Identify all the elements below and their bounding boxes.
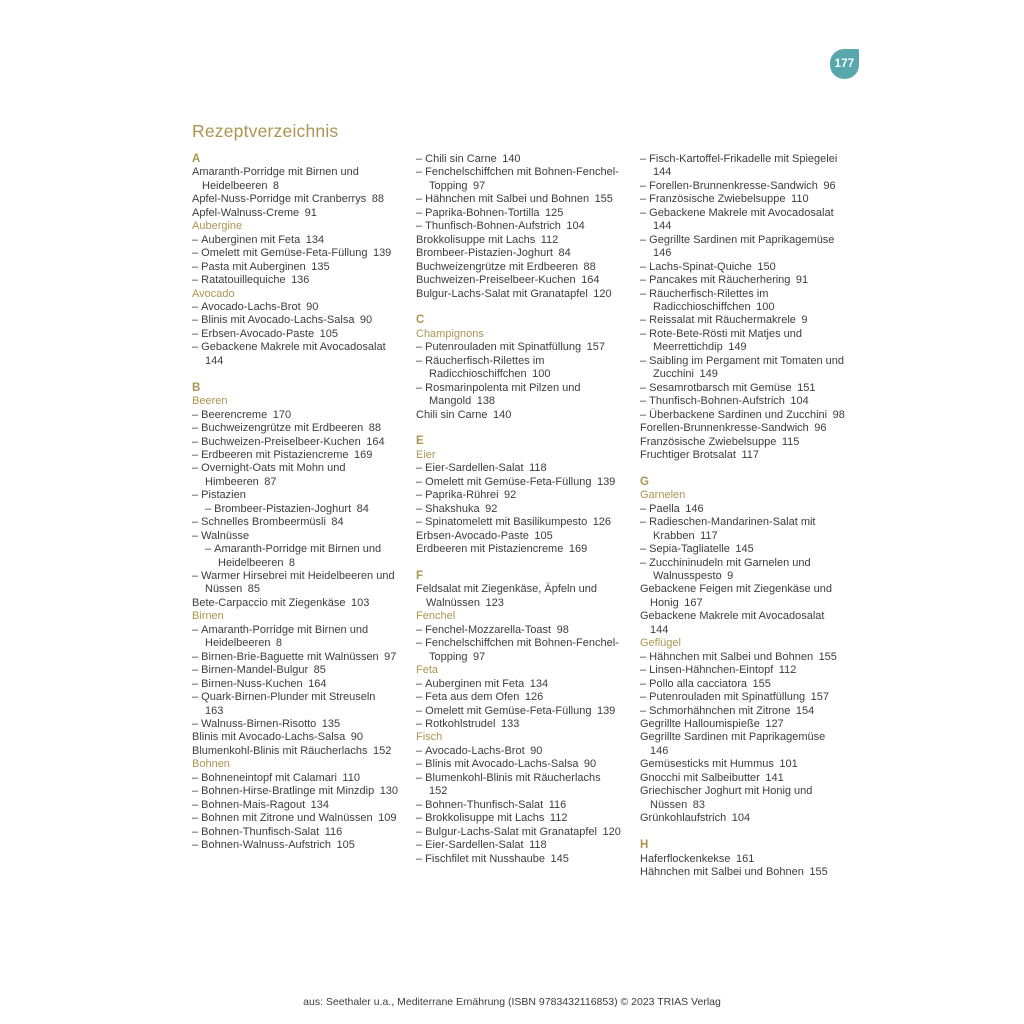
index-entry: Blumenkohl-Blinis mit Räucherlachs 152 <box>192 744 392 757</box>
index-columns <box>192 153 848 879</box>
index-subentry: – Zucchininudeln mit Garnelen und Walnusspesto 9 <box>640 556 811 583</box>
index-subentry: – Blumenkohl-Blinis mit Räucherlachs 152 <box>416 771 607 798</box>
index-entry: Gnocchi mit Salbeibutter 141 <box>640 771 784 784</box>
index-subsubentry: – Amaranth-Porridge mit Birnen und Heidelbeeren 8 <box>205 543 382 569</box>
index-subentry: – Putenrouladen mit Spinatfüllung 157 <box>640 691 829 704</box>
index-subentry: – Auberginen mit Feta 134 <box>416 677 549 690</box>
index-entry: Gebackene Makrele mit Avocadosalat 144 <box>640 610 830 636</box>
index-subentry: – Bohnen-Thunfisch-Salat 116 <box>192 825 343 838</box>
index-subentry: – Avocado-Lachs-Brot 90 <box>416 744 543 757</box>
letter-heading: F <box>416 570 424 582</box>
category-heading: Fenchel <box>416 610 456 623</box>
index-subentry: – Sesamrotbarsch mit Gemüse 151 <box>640 381 816 394</box>
page-number-badge: 177 <box>830 49 859 79</box>
index-column-3 <box>640 153 847 879</box>
index-subentry: – Thunfisch-Bohnen-Aufstrich 104 <box>640 395 809 408</box>
index-subentry: – Lachs-Spinat-Quiche 150 <box>640 260 776 273</box>
index-subentry: – Sepia-Tagliatelle 145 <box>640 543 754 556</box>
index-subentry: – Paella 146 <box>640 502 704 515</box>
index-subentry: – Auberginen mit Feta 134 <box>192 233 325 246</box>
letter-heading: G <box>640 475 649 488</box>
index-entry: Feldsalat mit Ziegenkäse, Äpfeln und Walnüssen 123 <box>416 583 597 609</box>
index-subentry: – Fisch-Kartoffel-Frikadelle mit Spiegelei 144 <box>640 153 843 179</box>
category-heading: Avocado <box>192 287 235 300</box>
index-subentry: – Französische Zwiebelsuppe 110 <box>640 193 809 206</box>
index-subentry: – Birnen-Brie-Baguette mit Walnüssen 97 <box>192 650 397 663</box>
index-entry: Haferflockenkekse 161 <box>640 852 755 865</box>
index-subentry: – Quark-Birnen-Plunder mit Streuseln 163 <box>192 691 381 717</box>
index-subentry: – Pistazien <box>192 489 246 502</box>
index-subentry: – Bulgur-Lachs-Salat mit Granatapfel 120 <box>416 825 621 838</box>
index-entry: Bete-Carpaccio mit Ziegenkäse 103 <box>192 596 370 609</box>
index-subentry: – Bohnen-Thunfisch-Salat 116 <box>416 798 567 811</box>
index-subentry: – Birnen-Nuss-Kuchen 164 <box>192 677 327 690</box>
category-heading: Geflügel <box>640 637 681 650</box>
index-subentry: – Overnight-Oats mit Mohn und Himbeeren 87 <box>192 462 346 488</box>
index-subentry: – Omelett mit Gemüse-Feta-Füllung 139 <box>416 704 616 717</box>
index-subentry: – Thunfisch-Bohnen-Aufstrich 104 <box>416 220 585 233</box>
index-subentry: – Putenrouladen mit Spinatfüllung 157 <box>416 341 605 354</box>
index-entry: Brombeer-Pistazien-Joghurt 84 <box>416 247 571 260</box>
category-heading: Eier <box>416 448 436 461</box>
index-subentry: – Erbsen-Avocado-Paste 105 <box>192 327 338 340</box>
category-heading: Garnelen <box>640 489 686 502</box>
index-subentry: – Paprika-Bohnen-Tortilla 125 <box>416 206 564 219</box>
index-entry: Buchweizengrütze mit Erdbeeren 88 <box>416 260 596 273</box>
index-column-2 <box>416 153 623 866</box>
index-subentry: – Birnen-Mandel-Bulgur 85 <box>192 664 326 677</box>
index-subentry: – Brokkolisuppe mit Lachs 112 <box>416 812 568 825</box>
index-entry: Buchweizen-Preiselbeer-Kuchen 164 <box>416 274 600 287</box>
index-column-1 <box>192 153 399 853</box>
index-entry: Apfel-Nuss-Porridge mit Cranberrys 88 <box>192 193 384 206</box>
index-subentry: – Saibling im Pergament mit Tomaten und Zucchini 149 <box>640 354 845 381</box>
index-entry: Griechischer Joghurt mit Honig und Nüssen 83 <box>640 785 813 811</box>
index-subentry: – Rote-Bete-Rösti mit Matjes und Meerrettichdip 149 <box>640 327 803 354</box>
index-entry: Fruchtiger Brotsalat 117 <box>640 448 760 461</box>
index-subentry: – Eier-Sardellen-Salat 118 <box>416 839 547 852</box>
category-heading: Beeren <box>192 395 228 408</box>
index-subentry: – Avocado-Lachs-Brot 90 <box>192 300 319 313</box>
index-subentry: – Walnuss-Birnen-Risotto 135 <box>192 718 341 731</box>
index-subentry: – Bohnen mit Zitrone und Walnüssen 109 <box>192 812 397 825</box>
index-subentry: – Bohnen-Mais-Ragout 134 <box>192 798 329 811</box>
index-subentry: – Hähnchen mit Salbei und Bohnen 155 <box>640 650 837 663</box>
category-heading: Champignons <box>416 327 484 340</box>
index-subentry: – Hähnchen mit Salbei und Bohnen 155 <box>416 193 613 206</box>
page-title: Rezeptverzeichnis <box>192 121 339 141</box>
index-subentry: – Räucherfisch-Rilettes im Radicchioschiffchen 100 <box>416 354 551 381</box>
letter-heading: E <box>416 435 424 448</box>
index-subentry: – Omelett mit Gemüse-Feta-Füllung 139 <box>192 247 392 260</box>
index-subentry: – Fenchelschiffchen mit Bohnen-Fenchel-Topping 97 <box>416 637 619 663</box>
index-entry: Blinis mit Avocado-Lachs-Salsa 90 <box>192 731 363 744</box>
index-subentry: – Shakshuka 92 <box>416 502 498 515</box>
index-subentry: – Bohnen-Walnuss-Aufstrich 105 <box>192 839 355 852</box>
index-entry: Gegrillte Halloumispieße 127 <box>640 718 784 731</box>
index-entry: Französische Zwiebelsuppe 115 <box>640 435 800 448</box>
letter-heading: B <box>192 381 201 394</box>
index-subentry: – Reissalat mit Räuchermakrele 9 <box>640 314 808 327</box>
index-subentry: – Blinis mit Avocado-Lachs-Salsa 90 <box>192 314 373 327</box>
index-subentry: – Pasta mit Auberginen 135 <box>192 260 330 273</box>
index-subentry: – Pollo alla cacciatora 155 <box>640 677 771 690</box>
index-entry: Grünkohlaufstrich 104 <box>640 812 751 825</box>
index-subentry: – Bohneneintopf mit Calamari 110 <box>192 771 360 784</box>
index-subentry: – Fenchelschiffchen mit Bohnen-Fenchel-Topping 97 <box>416 166 619 192</box>
index-entry: Apfel-Walnuss-Creme 91 <box>192 206 317 219</box>
index-subentry: – Spinatomelett mit Basilikumpesto 126 <box>416 516 612 529</box>
index-subentry: – Paprika-Rührei 92 <box>416 489 517 502</box>
index-subentry: – Gebackene Makrele mit Avocadosalat 144 <box>192 341 392 367</box>
index-subentry: – Fischfilet mit Nusshaube 145 <box>416 852 569 865</box>
index-entry: Amaranth-Porridge mit Birnen und Heidelbeeren 8 <box>192 166 359 192</box>
index-entry: Gegrillte Sardinen mit Paprikagemüse 146 <box>640 731 831 757</box>
index-entry: Hähnchen mit Salbei und Bohnen 155 <box>640 865 828 878</box>
index-entry: Bulgur-Lachs-Salat mit Granatapfel 120 <box>416 287 612 300</box>
index-subentry: – Schnelles Brombeermüsli 84 <box>192 516 344 529</box>
letter-heading: C <box>416 314 425 327</box>
index-subentry: – Erdbeeren mit Pistaziencreme 169 <box>192 448 373 461</box>
index-entry: Forellen-Brunnenkresse-Sandwich 96 <box>640 422 827 435</box>
footer-citation: aus: Seethaler u.a., Mediterrane Ernährung (ISBN 9783432116853) © 2023 TRIAS Verlag <box>303 996 721 1008</box>
index-subentry: – Radieschen-Mandarinen-Salat mit Krabben 117 <box>640 516 816 542</box>
index-subentry: – Ratatouillequiche 136 <box>192 274 310 287</box>
category-heading: Birnen <box>192 610 224 623</box>
index-subentry: – Walnüsse <box>192 529 250 542</box>
index-subentry: – Warmer Hirsebrei mit Heidelbeeren und Nüssen 85 <box>192 570 395 596</box>
index-subentry: – Beerencreme 170 <box>192 408 292 421</box>
index-subentry: – Buchweizen-Preiselbeer-Kuchen 164 <box>192 435 385 448</box>
index-subentry: – Pancakes mit Räucherhering 91 <box>640 274 809 287</box>
index-entry: Brokkolisuppe mit Lachs 112 <box>416 233 559 246</box>
index-subsubentry: – Brombeer-Pistazien-Joghurt 84 <box>205 502 369 515</box>
category-heading: Fisch <box>416 731 443 744</box>
index-entry: Chili sin Carne 140 <box>416 408 512 421</box>
index-subentry: – Fenchel-Mozzarella-Toast 98 <box>416 623 569 636</box>
index-entry: Erbsen-Avocado-Paste 105 <box>416 529 553 542</box>
index-subentry: – Gegrillte Sardinen mit Paprikagemüse 146 <box>640 233 840 260</box>
index-subentry: – Schmorhähnchen mit Zitrone 154 <box>640 704 815 717</box>
index-subentry: – Räucherfisch-Rilettes im Radicchioschiffchen 100 <box>640 287 775 313</box>
category-heading: Bohnen <box>192 758 230 771</box>
index-subentry: – Überbackene Sardinen und Zucchini 98 <box>640 408 845 421</box>
category-heading: Feta <box>416 664 439 677</box>
index-subentry: – Eier-Sardellen-Salat 118 <box>416 462 547 475</box>
index-subentry: – Linsen-Hähnchen-Eintopf 112 <box>640 664 797 677</box>
index-subentry: – Chili sin Carne 140 <box>416 153 521 165</box>
index-subentry: – Omelett mit Gemüse-Feta-Füllung 139 <box>416 475 616 488</box>
index-subentry: – Buchweizengrütze mit Erdbeeren 88 <box>192 422 381 435</box>
index-subentry: – Blinis mit Avocado-Lachs-Salsa 90 <box>416 758 597 771</box>
index-subentry: – Feta aus dem Ofen 126 <box>416 691 544 704</box>
index-subentry: – Amaranth-Porridge mit Birnen und Heidelbeeren 8 <box>192 623 369 650</box>
category-heading: Aubergine <box>192 220 243 233</box>
index-entry: Gebackene Feigen mit Ziegenkäse und Honig 167 <box>640 583 833 609</box>
letter-heading: A <box>192 153 201 165</box>
index-entry: Erdbeeren mit Pistaziencreme 169 <box>416 543 588 556</box>
index-subentry: – Forellen-Brunnenkresse-Sandwich 96 <box>640 179 836 192</box>
index-subentry: – Rosmarinpolenta mit Pilzen und Mangold 138 <box>416 381 581 408</box>
letter-heading: H <box>640 839 649 852</box>
index-subentry: – Gebackene Makrele mit Avocadosalat 144 <box>640 206 840 233</box>
index-subentry: – Bohnen-Hirse-Bratlinge mit Minzdip 130 <box>192 785 399 798</box>
index-entry: Gemüsesticks mit Hummus 101 <box>640 758 798 771</box>
index-subentry: – Rotkohlstrudel 133 <box>416 717 520 730</box>
